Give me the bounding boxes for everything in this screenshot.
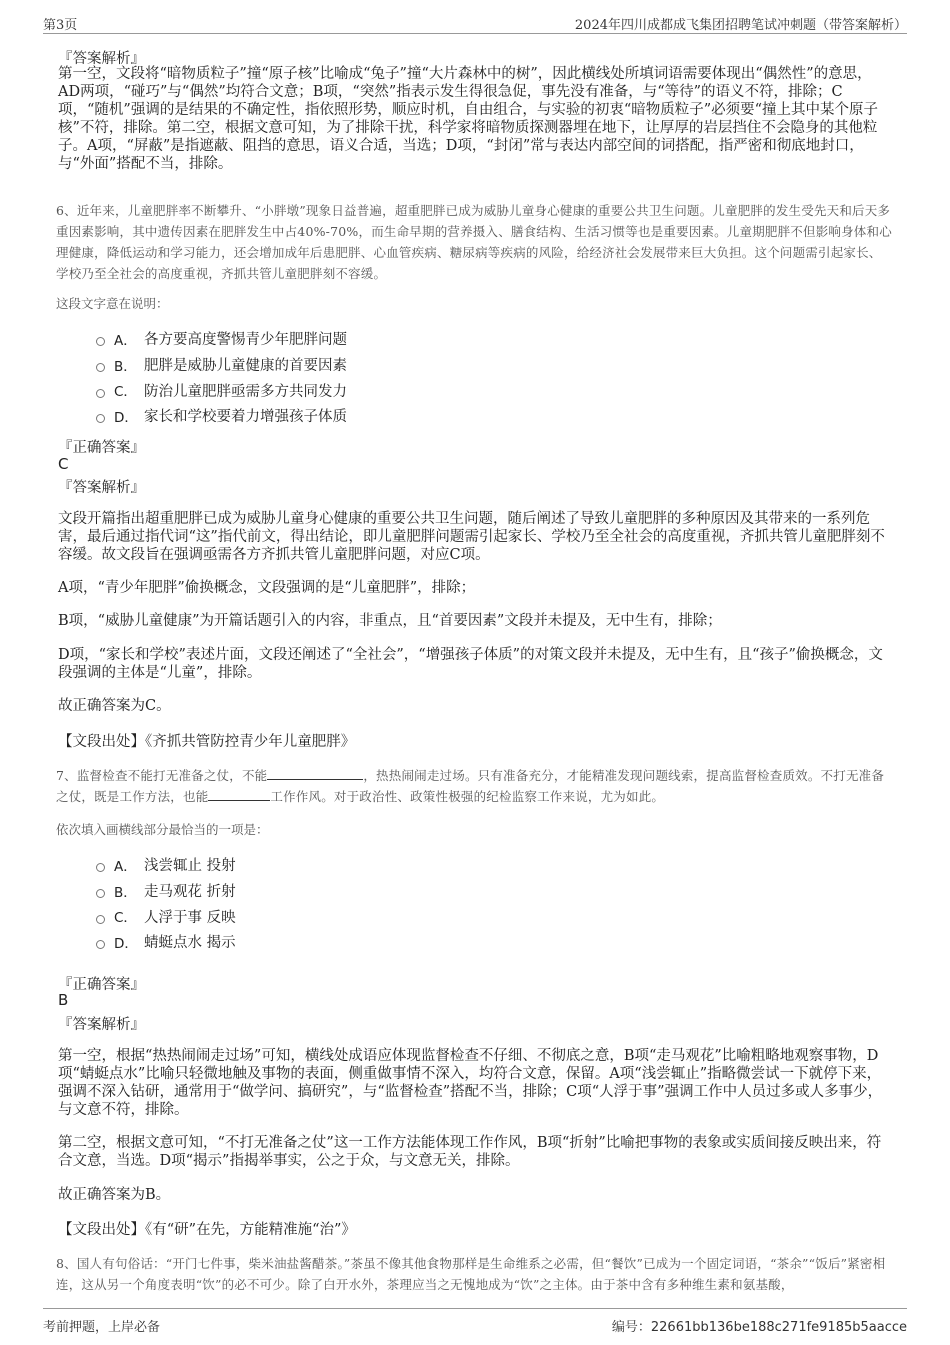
radio-icon[interactable] bbox=[96, 389, 105, 398]
q7-correct-label: 『正确答案』 bbox=[58, 977, 145, 993]
radio-icon[interactable] bbox=[96, 337, 105, 346]
q6-option-c[interactable]: C． 防治儿童肥胖亟需多方共同发力 bbox=[96, 377, 347, 403]
q6-option-a[interactable]: A． 各方要高度警惕青少年肥胖问题 bbox=[96, 326, 347, 352]
page-header bbox=[0, 0, 950, 34]
q6-options bbox=[96, 326, 347, 429]
radio-icon[interactable] bbox=[96, 414, 105, 423]
q6-source: 【文段出处】《齐抓共管防控青少年儿童肥胖》 bbox=[58, 734, 356, 750]
q7-prompt: 依次填入画横线部分最恰当的一项是： bbox=[56, 822, 269, 837]
q7-option-c[interactable]: C． 人浮于事 反映 bbox=[96, 903, 236, 929]
q5-analysis: 第一空，文段将“暗物质粒子”撞“原子核”比喻成“兔子”撞“大片森林中的树”，因此横线处所填词语需要体现出“偶然性”的意思，AD两项，“碰巧”与“偶然”均符合文意；B项，“突然”指表示发生得很急促，事先没有准备，与“等待”的语义不符，排除；C项，“随机”强调的是结果的不确定性，指依照形势，顺应时机，自由组合，与实验的初衷“暗物质粒子”必须要“撞上其中某个原子核”不符，排除。第二空，根据文意可知，为了排除干扰，科学家将暗物质探测器埋在地下，让厚厚的岩层挡住不会隐身的其他粒子。A项，“屏蔽”是指遮蔽、阻挡的意思，语义合适，当选；D项，“封闭”常与表达内部空间的词搭配，指严密和彻底地封口，与“外面”搭配不当，排除。 bbox=[58, 66, 879, 172]
q7-analysis-label: 『答案解析』 bbox=[58, 1017, 145, 1033]
radio-icon[interactable] bbox=[96, 915, 105, 924]
radio-icon[interactable] bbox=[96, 863, 105, 872]
q6-correct-answer: C bbox=[58, 455, 69, 473]
q8-passage: 8、国人有句俗话：“开门七件事，柴米油盐酱醋茶。”茶虽不像其他食物那样是生命维系之必需，但“餐饮”已成为一个固定词语，“茶余”“饭后”紧密相连，这从另一个角度表明“饮”的必不可少。除了白开水外，茶理应当之无愧地成为“饮”之主体。由于茶中含有多种维生素和氨基酸， bbox=[56, 1256, 886, 1292]
page-footer bbox=[0, 1308, 950, 1345]
radio-icon[interactable] bbox=[96, 363, 105, 372]
q6-correct-label: 『正确答案』 bbox=[58, 440, 145, 456]
header-divider bbox=[43, 33, 907, 34]
footer-slogan: 考前押题，上岸必备 bbox=[43, 1320, 161, 1335]
document-title: 2024年四川成都成飞集团招聘笔试冲刺题（带答案解析） bbox=[574, 18, 907, 33]
q7-source: 【文段出处】《有“研”在先，方能精准施“治”》 bbox=[58, 1222, 356, 1238]
q6-prompt: 这段文字意在说明： bbox=[56, 296, 169, 311]
q6-analysis-p1: 文段开篇指出超重肥胖已成为威胁儿童身心健康的重要公共卫生问题，随后阐述了导致儿童肥胖的多种原因及其带来的一系列危害，最后通过指代词“这”指代前文，得出结论，即儿童肥胖问题需引起家长、学校乃至全社会的高度重视，齐抓共管儿童肥胖刻不容缓。故文段旨在强调亟需各方齐抓共管儿童肥胖问题，对应C项。 bbox=[58, 511, 885, 563]
q7-options bbox=[96, 852, 236, 955]
q6-option-b[interactable]: B． 肥胖是威胁儿童健康的首要因素 bbox=[96, 352, 347, 378]
q7-analysis-p2: 第二空，根据文意可知，“不打无准备之仗”这一工作方法能体现工作作风，B项“折射”比喻把事物的表象或实质间接反映出来，符合文意，当选。D项“揭示”指揭举事实，公之于众，与文意无关，排除。 bbox=[58, 1135, 882, 1169]
footer-code: 编号：22661bb136be188c271fe9185b5aacce bbox=[611, 1320, 907, 1335]
q6-option-d[interactable]: D． 家长和学校要着力增强孩子体质 bbox=[96, 403, 347, 429]
q6-analysis-p3: B项，“威胁儿童健康”为开篇话题引入的内容，非重点，且“首要因素”文段并未提及，无中生有，排除； bbox=[58, 613, 722, 629]
q5-analysis-label: 『答案解析』 bbox=[58, 51, 145, 67]
q7-blank-2 bbox=[208, 786, 270, 801]
q6-analysis-p2: A项，“青少年肥胖”偷换概念，文段强调的是“儿童肥胖”，排除； bbox=[58, 580, 476, 596]
radio-icon[interactable] bbox=[96, 940, 105, 949]
q7-option-b[interactable]: B． 走马观花 折射 bbox=[96, 878, 236, 904]
q7-passage: 7、监督检查不能打无准备之仗，不能 ，热热闹闹走过场。只有准备充分，才能精准发现问题线索，提高监督检查质效。不打无准备之仗，既是工作方法，也能 工作作风。对于政治性、政策性极强的纪检监察工作来说，尤为如此。 bbox=[56, 765, 892, 807]
q7-blank-1 bbox=[267, 765, 363, 780]
q6-analysis-label: 『答案解析』 bbox=[58, 480, 145, 496]
q6-analysis-p5: 故正确答案为C。 bbox=[58, 698, 171, 714]
radio-icon[interactable] bbox=[96, 889, 105, 898]
q6-passage: 6、近年来，儿童肥胖率不断攀升、“小胖墩”现象日益普遍，超重肥胖已成为威胁儿童身心健康的重要公共卫生问题。儿童肥胖的发生受先天和后天多重因素影响，其中遗传因素在肥胖发生中占40%-70%，而生命早期的营养摄入、膳食结构、生活习惯等也是重要因素。儿童期肥胖不但影响身体和心理健康，降低运动和学习能力，还会增加成年后患肥胖、心血管疾病、糖尿病等疾病的风险，给经济社会发展带来巨大负担。这个问题需引起家长、学校乃至全社会的高度重视，齐抓共管儿童肥胖刻不容缓。 bbox=[56, 203, 892, 281]
q7-analysis-p1: 第一空，根据“热热闹闹走过场”可知，横线处成语应体现监督检查不仔细、不彻底之意，B项“走马观花”比喻粗略地观察事物，D项“蜻蜓点水”比喻只轻微地触及事物的表面，侧重做事情不深入，均符合文意，保留。A项“浅尝辄止”指略微尝试一下就停下来，强调不深入钻研，通常用于“做学问、搞研究”，与“监督检查”搭配不当，排除；C项“人浮于事”强调工作中人员过多或人多事少，与文意不符，排除。 bbox=[58, 1048, 883, 1118]
footer-divider bbox=[43, 1308, 907, 1309]
q6-analysis-p4: D项，“家长和学校”表述片面，文段还阐述了“全社会”，“增强孩子体质”的对策文段并未提及，无中生有，且“孩子”偷换概念，文段强调的主体是“儿童”，排除。 bbox=[58, 647, 883, 681]
q7-analysis-p3: 故正确答案为B。 bbox=[58, 1187, 171, 1203]
q7-correct-answer: B bbox=[58, 991, 69, 1009]
page-number: 第3页 bbox=[43, 18, 78, 33]
q7-option-d[interactable]: D． 蜻蜓点水 揭示 bbox=[96, 929, 236, 955]
q7-option-a[interactable]: A． 浅尝辄止 投射 bbox=[96, 852, 236, 878]
